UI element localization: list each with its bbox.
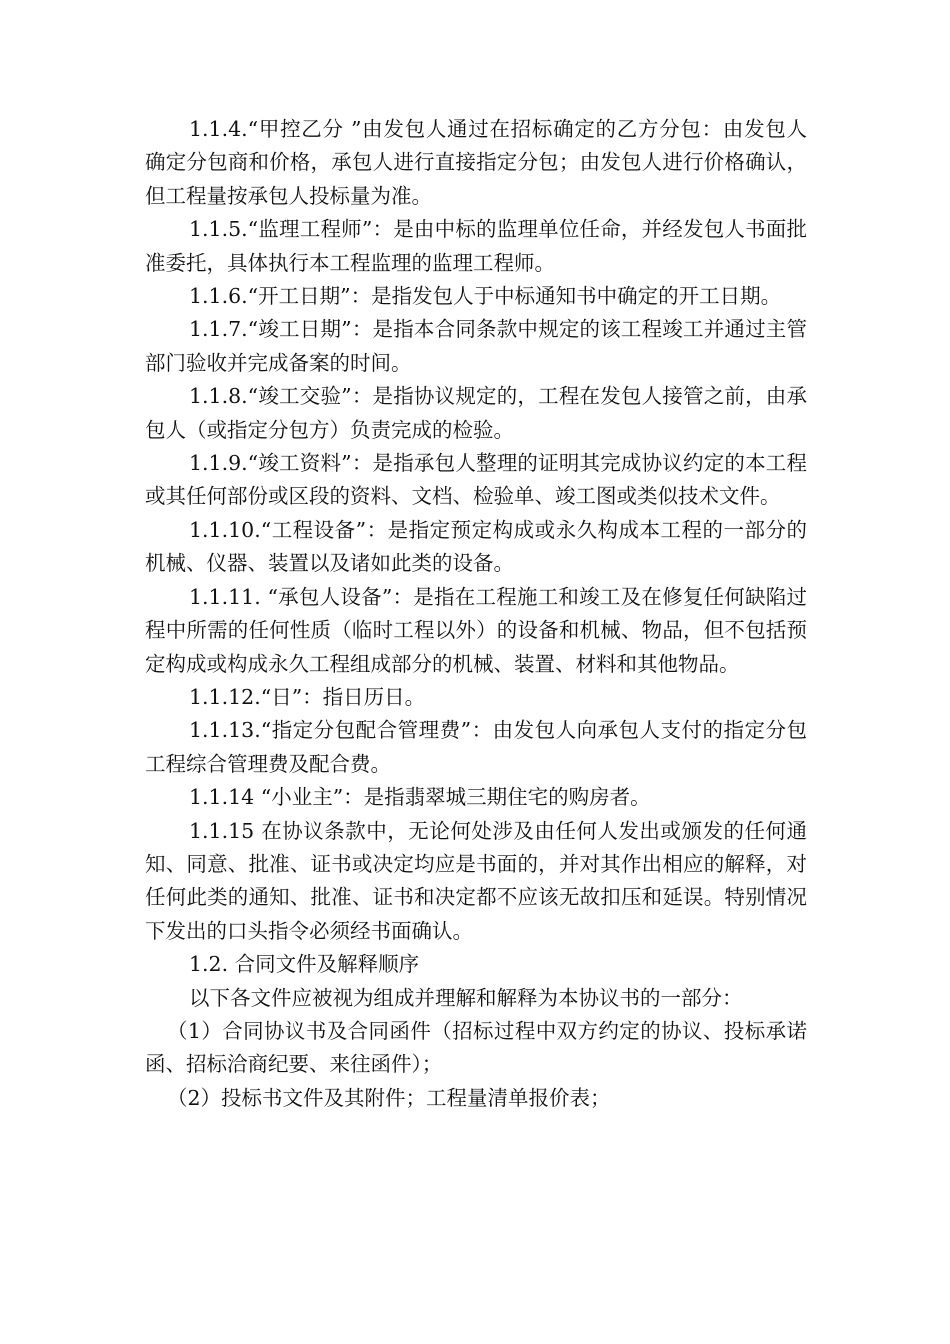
clause-1-1-13: 1.1.13.“指定分包配合管理费”：由发包人向承包人支付的指定分包工程综合管理费及配合费。 — [145, 718, 807, 776]
clause-1-1-14: 1.1.14 “小业主”：是指翡翠城三期住宅的购房者。 — [189, 785, 651, 810]
document-body — [145, 113, 807, 1115]
clause-1-1-10: 1.1.10.“工程设备”：是指定预定构成或永久构成本工程的一部分的机械、仪器、装置以及诸如此类的设备。 — [145, 517, 807, 576]
clause-1-1-12: 1.1.12.“日”：指日历日。 — [189, 684, 426, 709]
clause-1-1-5: 1.1.5.“监理工程师”：是由中标的监理单位任命，并经发包人书面批准委托，具体执行本工程监理的监理工程师。 — [145, 217, 807, 275]
section-heading-1-2: 1.2. 合同文件及解释顺序 — [189, 952, 420, 977]
document-list-item-2: （2）投标书文件及其附件；工程量清单报价表； — [167, 1085, 611, 1110]
documents-intro: 以下各文件应被视为组成并理解和解释为本协议书的一部分： — [189, 985, 743, 1010]
clause-1-1-8: 1.1.8.“竣工交验”：是指协议规定的，工程在发包人接管之前，由承包人（或指定分包方）负责完成的检验。 — [145, 384, 807, 442]
clause-1-1-7: 1.1.7.“竣工日期”：是指本合同条款中规定的该工程竣工并通过主管部门验收并完成备案的时间。 — [145, 317, 807, 375]
clause-1-1-4: 1.1.4.“甲控乙分 ”由发包人通过在招标确定的乙方分包：由发包人确定分包商和价格，承包人进行直接指定分包；由发包人进行价格确认，但工程量按承包人投标量为准。 — [145, 117, 807, 208]
clause-1-1-15: 1.1.15 在协议条款中，无论何处涉及由任何人发出或颁发的任何通知、同意、批准、证书或决定均应是书面的，并对其作出相应的解释，对任何此类的通知、批准、证书和决定都不应该无故扣压和延误。特别情况下发出的口头指令必须经书面确认。 — [145, 818, 807, 943]
clause-1-1-11: 1.1.11. “承包人设备”：是指在工程施工和竣工及在修复任何缺陷过程中所需的任何性质（临时工程以外）的设备和机械、物品，但不包括预定构成或构成永久工程组成部分的机械、装置、材料和其他物品。 — [145, 584, 807, 676]
clause-1-1-6: 1.1.6.“开工日期”：是指发包人于中标通知书中确定的开工日期。 — [189, 284, 782, 309]
clause-1-1-9: 1.1.9.“竣工资料”：是指承包人整理的证明其完成协议约定的本工程或其任何部份或区段的资料、文档、检验单、竣工图或类似技术文件。 — [145, 451, 807, 509]
document-list-item-1: （1）合同协议书及合同函件（招标过程中双方约定的协议、投标承诺函、招标洽商纪要、来往函件）； — [145, 1018, 807, 1077]
